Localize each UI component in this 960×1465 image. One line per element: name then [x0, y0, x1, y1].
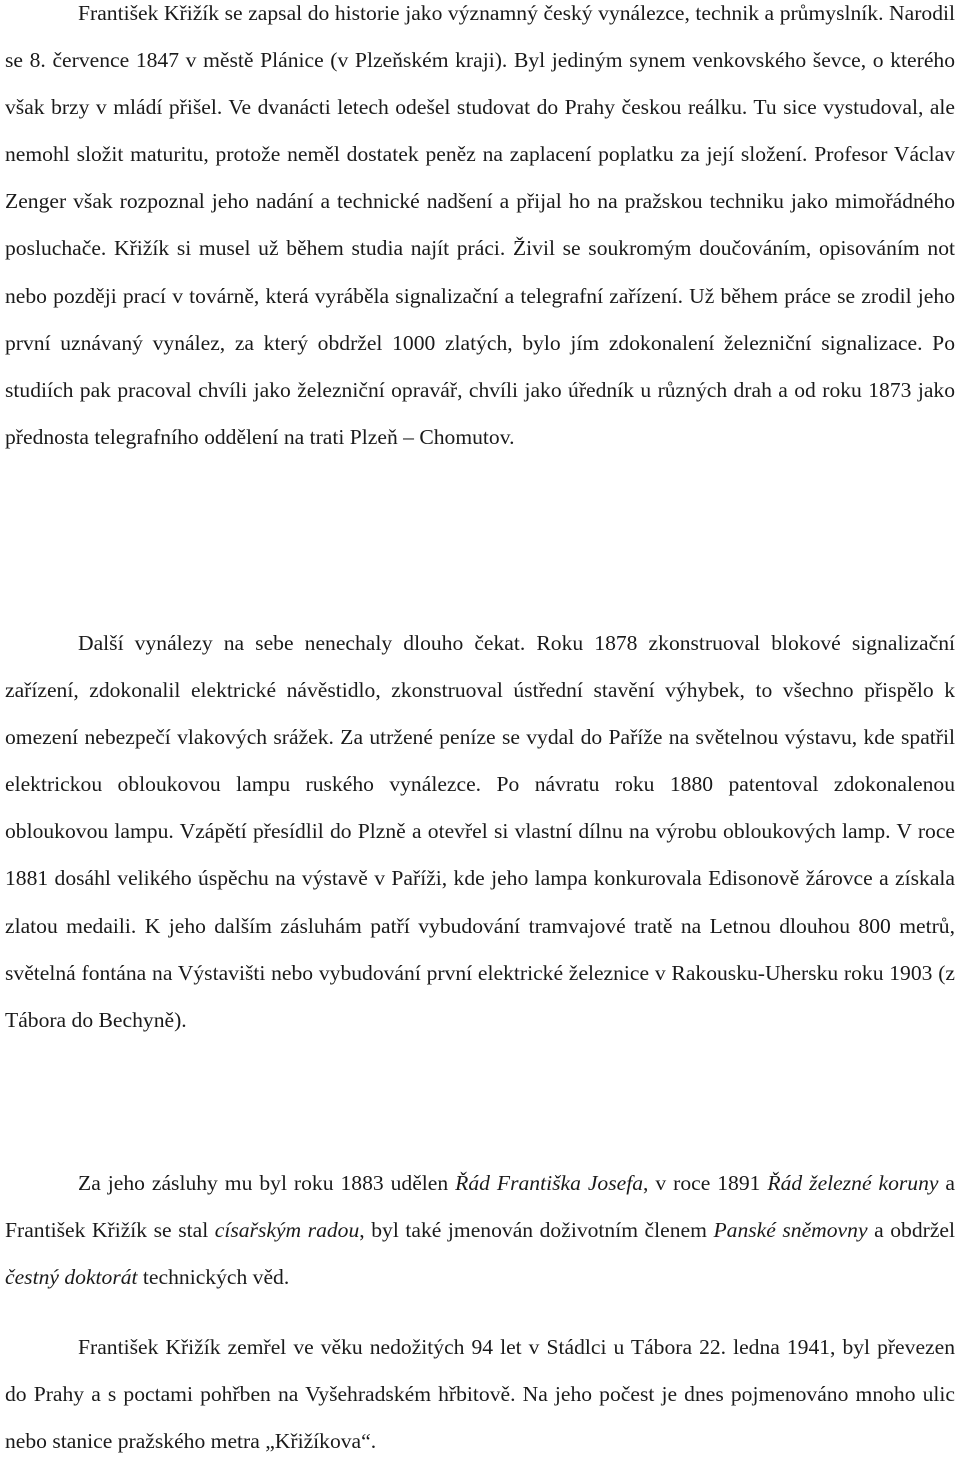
- honors-text-2: , v roce 1891: [643, 1171, 768, 1195]
- honors-house-of-lords: Panské sněmovny: [713, 1218, 868, 1243]
- honors-text-6: technických věd.: [137, 1265, 290, 1290]
- paragraph-death: František Křižík zemřel ve věku nedožitých 94 let v Stádlci u Tábora 22. ledna 1941, byl převezen do Prahy a s poctami pohřben na Vyšehradském hřbitově. Na jeho počest je dnes pojmenováno mnoho ulic nebo stanice pražského metra „Křižíkova“.: [5, 1335, 955, 1454]
- honors-text-1: Za jeho zásluhy mu byl roku 1883 udělen: [78, 1171, 456, 1195]
- honors-order-franz-joseph: Řád Františka Josefa: [455, 1171, 644, 1195]
- honors-text-3: a František Křižík se stal: [5, 1171, 956, 1243]
- honors-text-5: a obdržel: [867, 1218, 955, 1243]
- paragraph-inventions: Další vynálezy na sebe nenechaly dlouho čekat. Roku 1878 zkonstruoval blokové signalizační zařízení, zdokonalil elektrické návěstidlo, zkonstruoval ústřední stavění výhybek, to všechno přispělo k omezení nebezpečí vlakových srážek. Za utržené peníze se vydal do Paříže na světelnou výstavu, kde spatřil elektrickou obloukovou lampu ruského vynálezce. Po návratu roku 1880 patentoval zdokonalenou obloukovou lampu. Vzápětí přesídlil do Plzně a otevřel si vlastní dílnu na výrobu obloukových lamp. V roce 1881 dosáhl velikého úspěchu na výstavě v Paříži, kde jeho lampa konkurovala Edisonově žárovce a získala zlatou medaili. K jeho dalším zásluhám patří vybudování tramvajové tratě na Letnou dlouhou 800 metrů, světelná fontána na Výstavišti nebo vybudování první elektrické železnice v Rakousku-Uhersku roku 1903 (z Tábora do Bechyně).: [5, 631, 955, 1032]
- honors-honorary-doctorate: čestný doktorát: [5, 1265, 138, 1290]
- paragraph-biography-early-life: František Křižík se zapsal do historie jako významný český vynálezce, technik a průmyslník. Narodil se 8. července 1847 v městě Plánice (v Plzeňském kraji). Byl jediným synem venkovského ševce, o kterého však brzy v mládí přišel. Ve dvanácti letech odešel studovat do Prahy českou reálku. Tu sice vystudoval, ale nemohl složit maturitu, protože neměl dostatek peněz na zaplacení poplatku za její složení. Profesor Václav Zenger však rozpoznal jeho nadání a technické nadšení a přijal ho na pražskou techniku jako mimořádného posluchače. Křižík si musel už během studia najít práci. Živil se soukromým doučováním, opisováním not nebo později prací v továrně, která vyráběla signalizační a telegrafní zařízení. Už během práce se zrodil jeho první uznávaný vynález, za který obdržel 1000 zlatých, bylo jím zdokonalení železniční signalizace. Po studiích pak pracoval chvíli jako železniční opravář, chvíli jako úředník u různých drah a od roku 1873 jako přednosta telegrafního oddělení na trati Plzeň – Chomutov.: [5, 1, 955, 449]
- honors-order-iron-crown: Řád železné koruny: [767, 1171, 939, 1195]
- honors-text-4: , byl také jmenován doživotním členem: [359, 1218, 714, 1243]
- honors-imperial-councillor: císařským radou: [214, 1218, 360, 1243]
- paragraph-honors: [5, 1160, 955, 1301]
